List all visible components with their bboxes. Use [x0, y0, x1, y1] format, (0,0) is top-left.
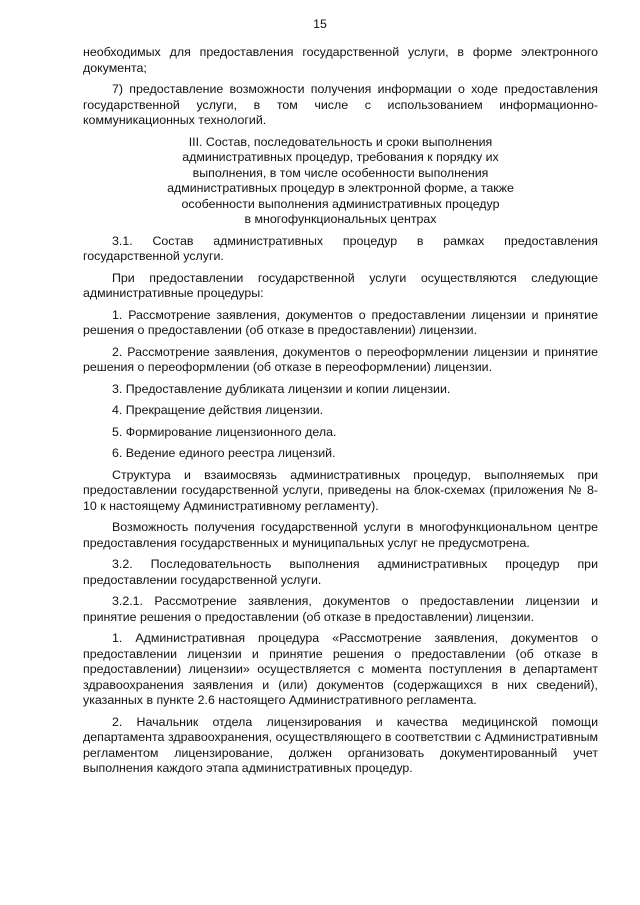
paragraph: 4. Прекращение действия лицензии.	[112, 403, 324, 417]
heading-line: административных процедур в электронной форме, а также	[167, 181, 514, 195]
paragraph: 1. Рассмотрение заявления, документов о предоставлении лицензии и принятие решения о предоставлении (об отказе в предоставлении) лицензии.	[83, 307, 598, 337]
paragraph: 3.1. Состав административных процедур в рамках предоставления государственной услуги.	[83, 233, 598, 263]
heading-line: выполнения, в том числе особенности выполнения	[192, 165, 489, 180]
heading-line: административных процедур, требования к порядку их	[182, 150, 499, 164]
page-number: 15	[313, 17, 327, 31]
paragraph: 5. Формирование лицензионного дела.	[112, 424, 337, 439]
heading-line: особенности выполнения административных процедур	[181, 196, 500, 211]
paragraph: Возможность получения государственной услуги в многофункциональном центре предоставления государственных и муниципальных услуг не предусмотрена.	[83, 520, 598, 550]
paragraph: Структура и взаимосвязь административных процедур, выполняемых при предоставлении государственной услуги, приведены на блок-схемах (приложения № 8-10 к настоящему Административному регламенту).	[83, 467, 598, 513]
heading-line: в многофункциональных центрах	[244, 212, 437, 226]
section-heading	[83, 135, 598, 228]
paragraph: 3. Предоставление дубликата лицензии и копии лицензии.	[112, 381, 451, 396]
paragraph: 1. Административная процедура «Рассмотрение заявления, документов о предоставлении лицензии и принятие решения о предоставлении (об отказе в предоставлении) лицензии» осуществляется с момента поступления в департамент здравоохранения заявления и (или) документов (содержащихся в них сведений), указанных в пункте 2.6 настоящего Административного регламента.	[83, 631, 598, 707]
paragraph: 2. Начальник отдела лицензирования и качества медицинской помощи департамента здравоохранения, осуществляющего в соответствии с Административным регламентом лицензирование, должен организовать документированный учет выполнения каждого этапа административных процедур.	[83, 714, 598, 775]
paragraph: 3.2. Последовательность выполнения административных процедур при предоставлении государственной услуги.	[83, 557, 598, 587]
paragraph: 6. Ведение единого реестра лицензий.	[112, 446, 336, 460]
paragraph: 7) предоставление возможности получения информации о ходе предоставления государственной услуги, в том числе с использованием информационно-коммуникационных технологий.	[83, 82, 598, 127]
paragraph: 3.2.1. Рассмотрение заявления, документов о предоставлении лицензии и принятие решения о предоставлении (об отказе в предоставлении) лицензии.	[83, 594, 598, 624]
paragraph: необходимых для предоставления государственной услуги, в форме электронного документа;	[83, 45, 598, 75]
paragraph: 2. Рассмотрение заявления, документов о переоформлении лицензии и принятие решения о переоформлении (об отказе в переоформлении) лицензии.	[83, 344, 598, 374]
heading-line: III. Состав, последовательность и сроки выполнения	[188, 134, 493, 149]
document-body	[83, 45, 598, 777]
paragraph: При предоставлении государственной услуги осуществляются следующие административные процедуры:	[83, 270, 598, 300]
